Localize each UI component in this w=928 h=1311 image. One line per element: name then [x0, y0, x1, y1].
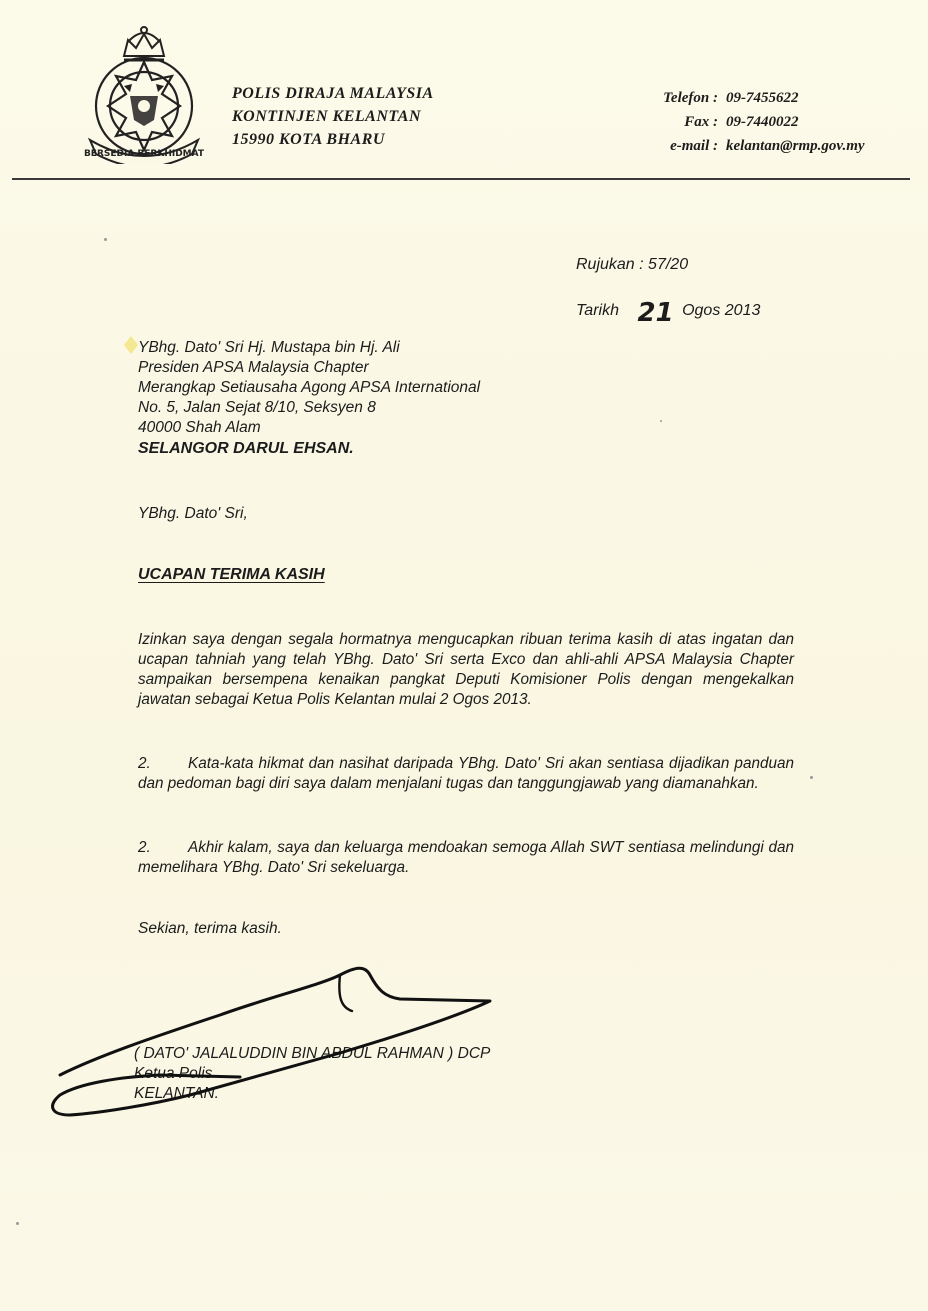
- scan-speck: [660, 420, 662, 422]
- police-crest-icon: [80, 22, 208, 164]
- reference-line: [576, 256, 688, 274]
- contact-block: [640, 86, 865, 158]
- crest-motto: BERSEDIA BERKHIDMAT: [83, 149, 205, 159]
- address-line-5: 40000 Shah Alam: [138, 419, 261, 436]
- fax-value: 09-7440022: [726, 114, 799, 130]
- telefon-value: 09-7455622: [726, 90, 799, 106]
- org-line-2: KONTINJEN KELANTAN: [232, 108, 422, 125]
- closing-line: Sekian, terima kasih.: [138, 920, 282, 937]
- tarikh-rest: Ogos 2013: [682, 302, 761, 319]
- scan-speck: [810, 776, 813, 779]
- address-line-4: No. 5, Jalan Sejat 8/10, Seksyen 8: [138, 399, 376, 416]
- paragraph-2: [138, 754, 794, 794]
- org-line-1: POLIS DIRAJA MALAYSIA: [232, 85, 434, 102]
- scan-speck: [104, 238, 107, 241]
- signer-name: ( DATO' JALALUDDIN BIN ABDUL RAHMAN ) DCP: [134, 1045, 491, 1062]
- header-divider: [12, 178, 910, 180]
- paragraph-1: Izinkan saya dengan segala hormatnya mengucapkan ribuan terima kasih di atas ingatan dan ucapan tahniah yang telah YBhg. Dato' Sri serta Exco dan ahli-ahli APSA Malaysia Chapter sampaikan bersempena kenaikan pangkat Deputi Komisioner Polis dengan mengekalkan jawatan sebagai Ketua Polis Kelantan mulai 2 Ogos 2013.: [138, 631, 794, 708]
- tarikh-day: 21: [637, 298, 674, 328]
- tarikh-label: Tarikh: [576, 302, 619, 319]
- subject-heading: UCAPAN TERIMA KASIH: [138, 566, 325, 583]
- paragraph-2-text: Kata-kata hikmat dan nasihat daripada YBhg. Dato' Sri akan sentiasa dijadikan panduan dan pedoman bagi diri saya dalam menjalani tugas dan tanggungjawab yang diamanahkan.: [138, 755, 794, 792]
- date-line: [576, 298, 760, 328]
- telefon-label: Telefon :: [663, 90, 718, 106]
- signer-title: Ketua Polis: [134, 1065, 213, 1082]
- address-state: SELANGOR DARUL EHSAN.: [138, 440, 354, 457]
- rujukan-value: 57/20: [648, 256, 689, 273]
- recipient-address: [138, 338, 480, 459]
- paragraph-3-text: Akhir kalam, saya dan keluarga mendoakan semoga Allah SWT sentiasa melindungi dan memelihara YBhg. Dato' Sri sekeluarga.: [138, 839, 794, 876]
- address-line-2: Presiden APSA Malaysia Chapter: [138, 359, 369, 376]
- paragraph-2-number: 2.: [138, 755, 151, 772]
- salutation: YBhg. Dato' Sri,: [138, 505, 248, 522]
- paragraph-3: [138, 838, 794, 878]
- signer-place: KELANTAN.: [134, 1085, 219, 1102]
- highlighter-mark-icon: [124, 336, 138, 354]
- organization-block: [232, 82, 434, 151]
- address-line-1: YBhg. Dato' Sri Hj. Mustapa bin Hj. Ali: [138, 339, 400, 356]
- paragraph-3-number: 2.: [138, 839, 151, 856]
- fax-label: Fax :: [684, 114, 718, 130]
- org-line-3: 15990 KOTA BHARU: [232, 131, 385, 148]
- email-label: e-mail :: [670, 138, 718, 154]
- email-value: kelantan@rmp.gov.my: [726, 138, 865, 154]
- handwritten-signature: [40, 945, 560, 1125]
- rujukan-label: Rujukan :: [576, 256, 644, 273]
- address-line-3: Merangkap Setiausaha Agong APSA International: [138, 379, 481, 396]
- scan-speck: [16, 1222, 19, 1225]
